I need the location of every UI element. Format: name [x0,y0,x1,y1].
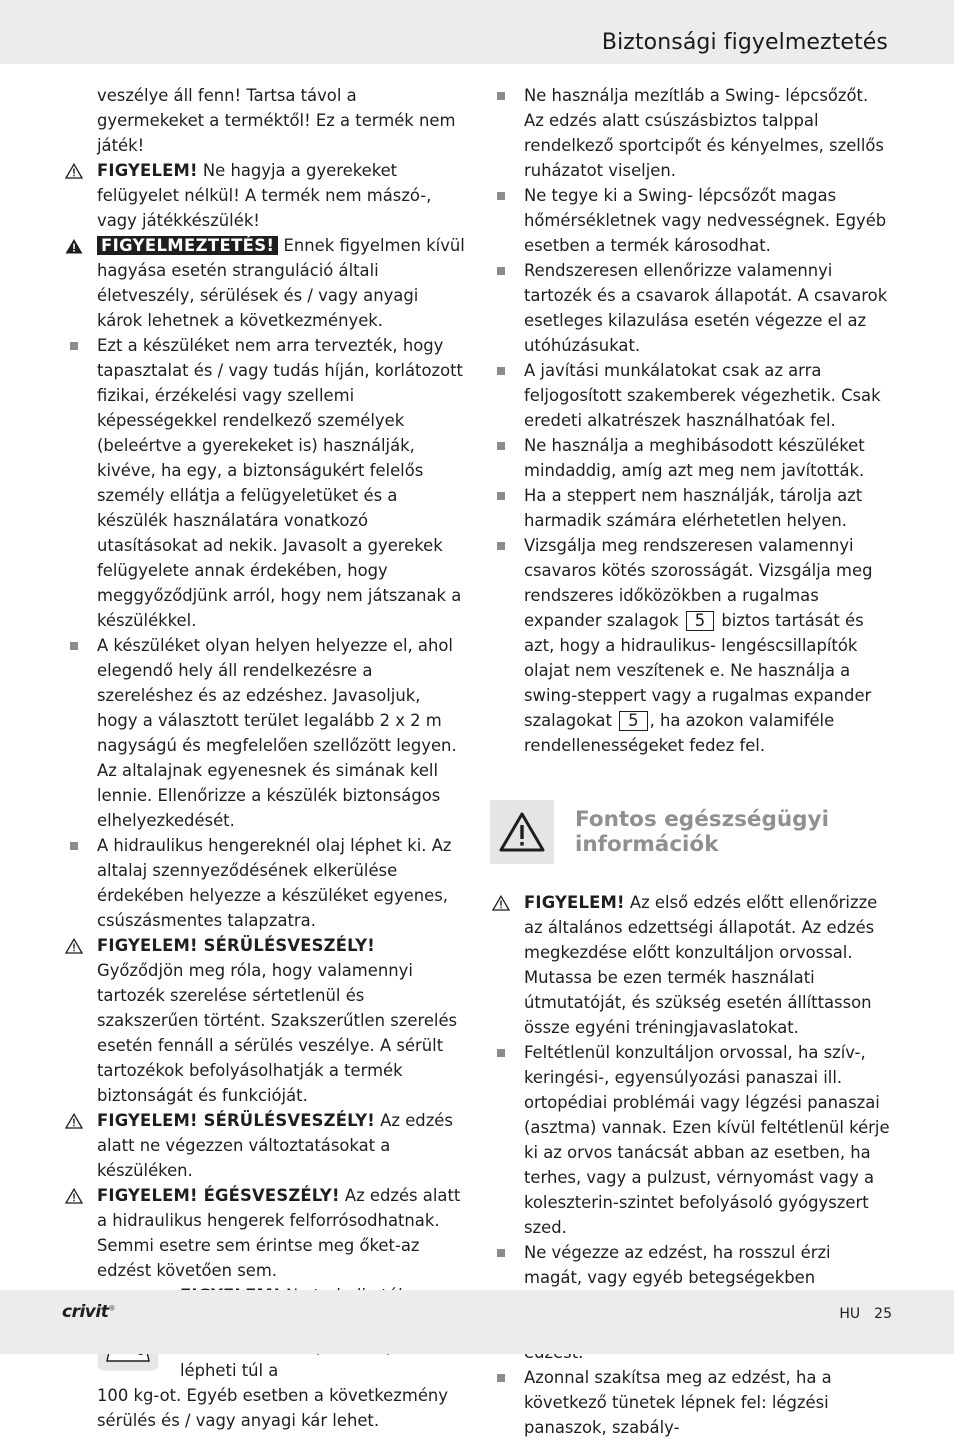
warning-paragraph: FIGYELEM! SÉRÜLÉSVESZÉLY! Az edzés alatt ne végezzen változtatásokat a készüléken. [63,1108,465,1183]
paragraph: veszélye áll fenn! Tartsa távol a gyermekeket a terméktől! Ez a termék nem játék! [97,86,456,155]
bullet-item: Ne tegye ki a Swing- lépcsőzőt magas hőmérsékletnek vagy nedvességnek. Egyéb esetben a termék károsodhat. [490,183,892,258]
bullet-square-icon [490,358,512,383]
bullet-item: Rendszeresen ellenőrizze valamennyi tartozék és a csavarok állapotát. A csavarok esetleges kilazulása esetén végezze el az utóhúzásukat. [490,258,892,358]
warning-paragraph: FIGYELEM! Az első edzés előtt ellenőrizze az általános edzettségi állapotát. Az edzés megkezdése előtt konzultáljon orvossal. Mutassa be ezen termék használati útmutatóját, és szükség esetén állíttasson össze egyéni tréningjavaslatokat. [490,890,892,1040]
warning-paragraph: FIGYELEM! SÉRÜLÉSVESZÉLY! Győződjön meg róla, hogy valamennyi tartozék szerelése sértetlenül és szakszerűen történt. Szakszerűtlen szerelés esetén fennáll a sérülés veszélye. A sérült tartozékok befolyásolhatják a termék biztonságát és funkcióját. [63,933,465,1108]
bullet-square-icon [490,1240,512,1265]
bullet-item: A készüléket olyan helyen helyezze el, ahol elegendő hely áll rendelkezésre a szereléshez és az edzéshez. Javasoljuk, hogy a választott terület legalább 2 x 2 m nagyságú és megfelelően szellőzött legyen. Az altalajnak egyenesnek és simának kell lennie. Ellenőrizze a készülék biztonságos elhelyezkedését. [63,633,465,833]
warning-triangle-icon [63,1183,85,1208]
part-reference: 5 [686,611,714,631]
warning-label: FIGYELMEZTETÉS! [97,236,278,255]
page-footer [0,1290,954,1354]
warning-triangle-icon [63,933,85,958]
page-info [825,1306,892,1322]
warning-triangle-icon [490,890,512,915]
bullet-square-icon [490,83,512,108]
warning-paragraph: FIGYELEM! Ne hagyja a gyerekeket felügyelet nélkül! A termék nem mászó-, vagy játékkészülék! [63,158,465,233]
part-reference: 5 [619,711,647,731]
bullet-square-icon [63,633,85,658]
page-header [0,0,954,64]
brand-logo: crivit® [62,1302,115,1322]
page-number: 25 [874,1306,892,1322]
warning-paragraph: FIGYELMEZTETÉS! Ennek figyelmen kívül hagyása esetén stranguláció általi életveszély, sérülések és / vagy anyagi károk lehetnek a következmények. [63,233,465,333]
warning-triangle-icon [63,158,85,183]
bullet-square-icon [490,258,512,283]
bullet-square-icon [490,533,512,558]
paragraph: 100 kg-ot. Egyéb esetben a következmény sérülés és / vagy anyagi kár lehet. [97,1386,448,1430]
warning-triangle-filled-icon [63,233,85,258]
warning-triangle-large-icon [490,800,554,864]
bullet-item: Ne használja mezítláb a Swing- lépcsőzőt. Az edzés alatt csúszásbiztos talppal rendelkező sportcipőt és kényelmes, szellős ruházatot viseljen. [490,83,892,183]
warning-triangle-icon [63,1108,85,1133]
bullet-square-icon [490,183,512,208]
bullet-item: A hidraulikus hengereknél olaj léphet ki. Az altalaj szennyeződésének elkerülése érdekében helyezze a készüléket egyenes, csúszásmentes talapzatra. [63,833,465,933]
language-code: HU [839,1306,861,1322]
bullet-square-icon [490,1365,512,1390]
bullet-square-icon [490,1040,512,1065]
bullet-square-icon [490,483,512,508]
bullet-square-icon [490,433,512,458]
section-title: Fontos egészségügyi információk [575,807,829,857]
left-column [63,83,465,1433]
bullet-item: Feltétlenül konzultáljon orvossal, ha szív-, keringési-, egyensúlyozási panaszai ill. ortopédiai problémái vagy légzési panaszai (asztma) vannak. Ezen kívül feltétlenül kérje ki az orvos tanácsát abban az esetben, ha terhes, vagy a pulzust, vérnyomást vagy a koleszterin-szintet befolyásoló gyógyszert szed. [490,1040,892,1240]
bullet-square-icon [63,833,85,858]
bullet-item: Azonnal szakítsa meg az edzést, ha a következő tünetek lépnek fel: légzési panaszok, szabály- [490,1365,892,1440]
bullet-item: Ne végezze az edzést, ha rosszul érzi magát, vagy egyéb betegségekben [490,1240,892,1315]
bullet-item: Ezt a készüléket nem arra tervezték, hogy tapasztalat és / vagy tudás híján, korlátozott fizikai, érzékelési vagy szellemi képességekkel rendelkező személyek (beleértve a gyerekeket is) használják, kivéve, ha egy, a biztonságukért felelős személy ellátja a felügyeletüket és a készülék használatára vonatkozó utasításokat ad nekik. Javasolt a gyerekek felügyelete annak érdekében, hogy meggyőződjünk arról, hogy nem játszanak a készülékkel. [63,333,465,633]
right-column [490,83,892,1440]
bullet-square-icon [63,333,85,358]
section-heading [490,800,892,864]
bullet-item: A javítási munkálatokat csak az arra feljogosított szakemberek végezhetik. Csak eredeti alkatrészek használhatóak fel. [490,358,892,433]
warning-paragraph: FIGYELEM! ÉGÉSVESZÉLY! Az edzés alatt a hidraulikus hengerek felforrósodhatnak. Semmi esetre sem érintse meg őket-az edzést követően sem. [63,1183,465,1283]
bullet-item: Ne használja a meghibásodott készüléket mindaddig, amíg azt meg nem javították. [490,433,892,483]
bullet-item: Vizsgálja meg rendszeresen valamennyi csavaros kötés szorosságát. Vizsgálja meg rendszeres időközökben a rugalmas expander szalagok 5 biztos tartását és azt, hogy a hidraulikus- lengéscsillapítók olajat nem veszítenek e. Ne használja a swing-steppert vagy a rugalmas expander szalagokat 5 , ha azokon valamiféle rendellenességeket fedez fel. [490,533,892,758]
bullet-item: Ha a steppert nem használják, tárolja azt harmadik számára elérhetetlen helyen. [490,483,892,533]
page-title: Biztonsági figyelmeztetés [601,30,888,55]
paragraph: lépheti túl a [180,1361,279,1380]
